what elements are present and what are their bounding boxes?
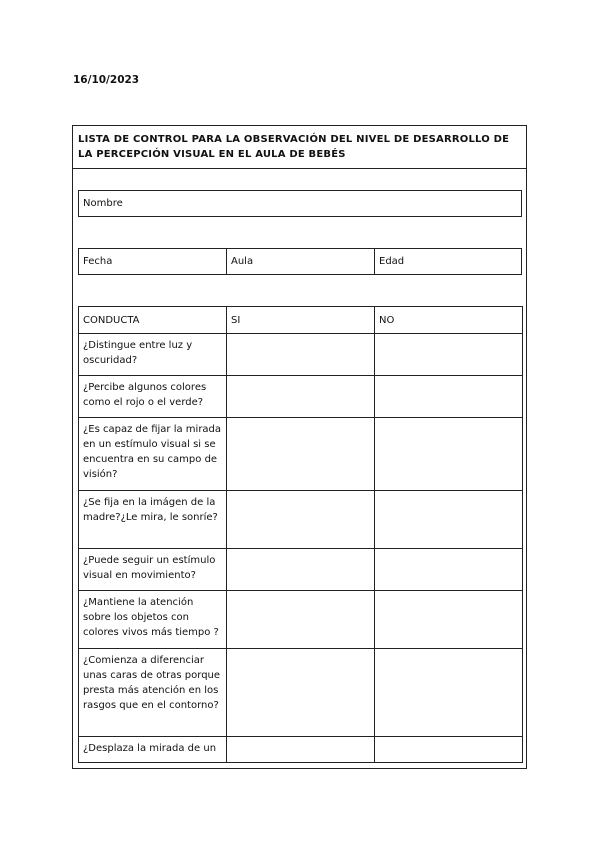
document-date: 16/10/2023 [73, 74, 140, 86]
table-row [79, 334, 523, 376]
behavior-question: ¿Mantiene la atención sobre los objetos con colores vivos más tiempo ? [79, 591, 227, 649]
si-cell[interactable] [227, 591, 375, 649]
behavior-question: ¿Percibe algunos colores como el rojo o el verde? [79, 376, 227, 418]
header-conducta: CONDUCTA [79, 307, 227, 334]
fecha-label: Fecha [83, 256, 113, 267]
no-cell[interactable] [375, 418, 523, 491]
no-cell[interactable] [375, 334, 523, 376]
behavior-question: ¿Puede seguir un estímulo visual en movimiento? [79, 549, 227, 591]
header-no: NO [375, 307, 523, 334]
no-cell[interactable] [375, 737, 523, 763]
behavior-question: ¿Desplaza la mirada de un [79, 737, 227, 763]
no-cell[interactable] [375, 376, 523, 418]
no-cell[interactable] [375, 649, 523, 737]
si-cell[interactable] [227, 334, 375, 376]
edad-label: Edad [379, 256, 405, 267]
table-row [79, 491, 523, 549]
si-cell[interactable] [227, 649, 375, 737]
table-header-row [79, 307, 523, 334]
behavior-table [78, 306, 523, 763]
si-cell[interactable] [227, 737, 375, 763]
name-field[interactable] [78, 190, 522, 217]
header-si: SI [227, 307, 375, 334]
no-cell[interactable] [375, 491, 523, 549]
no-cell[interactable] [375, 549, 523, 591]
edad-field[interactable] [374, 248, 522, 275]
si-cell[interactable] [227, 549, 375, 591]
behavior-question: ¿Se fija en la imágen de la madre?¿Le mira, le sonríe? [79, 491, 227, 549]
table-row [79, 591, 523, 649]
table-row [79, 418, 523, 491]
behavior-question: ¿Comienza a diferenciar unas caras de otras porque presta más atención en los rasgos que en el contorno? [79, 649, 227, 737]
title-divider [72, 168, 527, 169]
table-row [79, 737, 523, 763]
behavior-question: ¿Es capaz de fijar la mirada en un estímulo visual si se encuentra en su campo de visión? [79, 418, 227, 491]
aula-field[interactable] [226, 248, 375, 275]
checklist-title: LISTA DE CONTROL PARA LA OBSERVACIÓN DEL NIVEL DE DESARROLLO DE LA PERCEPCIÓN VISUAL EN EL AULA DE BEBÉS [78, 134, 510, 160]
table-row [79, 649, 523, 737]
si-cell[interactable] [227, 376, 375, 418]
fecha-field[interactable] [78, 248, 227, 275]
si-cell[interactable] [227, 491, 375, 549]
table-row [79, 376, 523, 418]
no-cell[interactable] [375, 591, 523, 649]
name-label: Nombre [83, 198, 123, 209]
aula-label: Aula [231, 256, 254, 267]
behavior-question: ¿Distingue entre luz y oscuridad? [79, 334, 227, 376]
si-cell[interactable] [227, 418, 375, 491]
table-row [79, 549, 523, 591]
